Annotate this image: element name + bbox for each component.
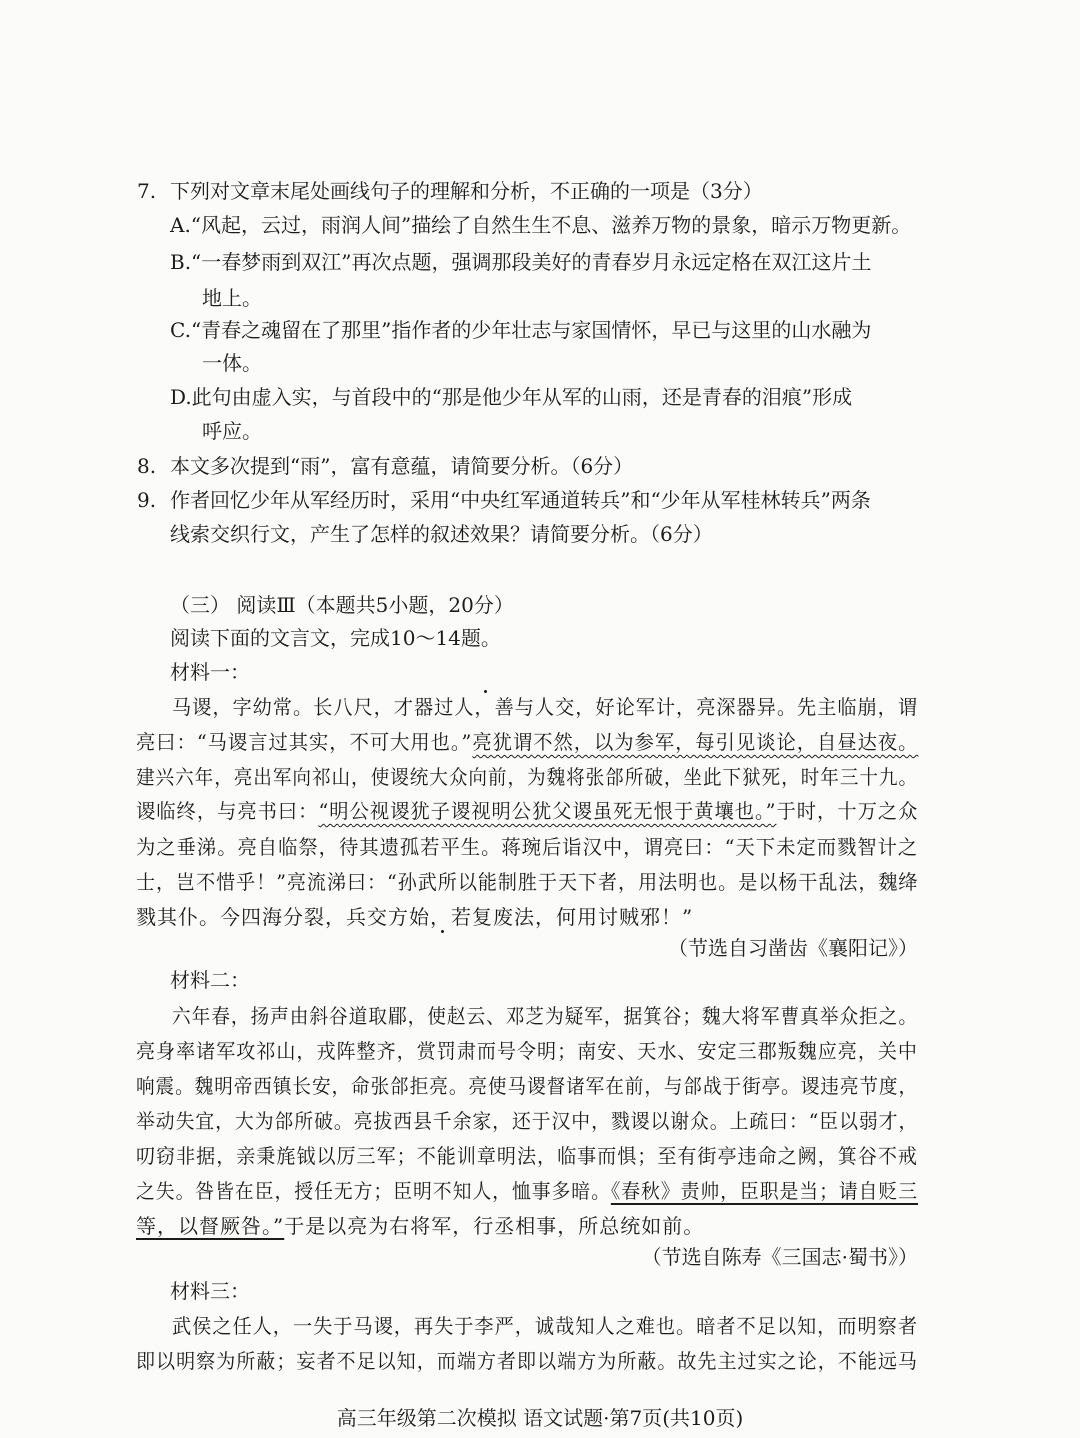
material-1-line2-quote: 亮曰：“马谡言过其实，不可大用也。” [136, 730, 473, 754]
question-7-option-b-line1: B.“一春梦雨到双江”再次点题，强调那段美好的青春岁月永远定格在双江这片土 [170, 250, 872, 274]
material-2-line2: 亮身率诸军攻祁山，戎阵整齐，赏罚肃而号令明；南安、天水、安定三郡叛魏应亮，关中 [136, 1039, 918, 1063]
material-2-line6-underlined: 《春秋》责帅，臣职是当；请自贬三 [610, 1179, 919, 1203]
material-2-line7-text: 于是以亮为右将军，行丞相事，所总统如前。 [284, 1214, 705, 1238]
question-7-number: 7. [137, 179, 157, 203]
question-9-number: 9. [137, 488, 157, 512]
page-footer: 高三年级第二次模拟 语文试题·第7页(共10页) [336, 1406, 744, 1430]
material-2-line5: 叨窃非据，亲秉旄钺以厉三军；不能训章明法，临事而惧；至有街亭违命之阙，箕谷不戒 [136, 1144, 918, 1168]
material-2-line4: 举动失宜，大为郃所破。亮拔西县千余家，还于汉中，戮谡以谢众。上疏曰：“臣以弱才， [136, 1109, 919, 1133]
material-2-line6-text: 之失。咎皆在臣，授任无方；臣明不知人，恤事多暗。 [136, 1179, 611, 1203]
emphasis-dot [441, 930, 444, 933]
question-8-number: 8. [137, 454, 157, 478]
material-3-line2: 即以明察为所蔽；妄者不足以知，而端方者即以端方为所蔽。故先主过实之论，不能远马 [136, 1349, 918, 1373]
material-2-line6 [136, 1178, 918, 1204]
material-1-line2-underlined: 亮犹谓不然，以为参军，每引见谈论，自昼达夜。 [472, 730, 919, 754]
material-2-label: 材料二： [170, 968, 250, 992]
section-3-instruction: 阅读下面的文言文，完成10～14题。 [170, 626, 501, 650]
material-1-source: （节选自习凿齿《襄阳记》） [668, 936, 918, 960]
material-3-line1: 武侯之任人，一失于马谡，再失于李严，诚哉知人之难也。暗者不足以知，而明察者 [172, 1314, 918, 1338]
material-1-line2 [136, 729, 918, 755]
question-7-stem: 下列对文章末尾处画线句子的理解和分析，不正确的一项是（3分） [170, 179, 763, 203]
material-2-line3: 响震。魏明帝西镇长安，命张郃拒亮。亮使马谡督诸军在前，与郃战于街亭。谡违亮节度， [136, 1074, 919, 1098]
material-3-label: 材料三： [170, 1279, 250, 1303]
material-1-line4-intro: 谡临终，与亮书曰： [136, 799, 319, 823]
material-1-line4 [136, 798, 918, 824]
material-1-line4-tail: 于时，十万之众 [776, 799, 919, 823]
material-1-label: 材料一： [170, 660, 250, 684]
material-2-line7-underlined: 等，以督厥咎。” [136, 1214, 285, 1238]
question-9-line2: 线索交织行文，产生了怎样的叙述效果？请简要分析。（6分） [170, 522, 713, 546]
material-1-line1: 马谡，字幼常。长八尺，才器过人，善与人交，好论军计，亮深器异。先主临崩，谓 [172, 695, 918, 719]
material-1-line4-wavy-sentence: “明公视谡犹子谡视明公犹父谡虽死无恨于黄壤也。” [318, 799, 777, 823]
section-3-heading: （三） 阅读Ⅲ（本题共5小题，20分） [170, 593, 514, 617]
question-7-option-b-line2: 地上。 [202, 286, 262, 310]
question-7-option-d-line1: D.此句由虚入实，与首段中的“那是他少年从军的山雨，还是青春的泪痕”形成 [170, 385, 853, 409]
material-1-line6: 士，岂不惜乎！”亮流涕曰：“孙武所以能制胜于天下者，用法明也。是以杨干乱法，魏绛 [136, 870, 919, 894]
material-2-line7 [136, 1213, 704, 1239]
material-1-line3: 建兴六年，亮出军向祁山，使谡统大众向前，为魏将张郃所破，坐此下狱死，时年三十九。 [136, 765, 919, 789]
question-8-stem: 本文多次提到“雨”，富有意蕴，请简要分析。（6分） [170, 454, 634, 478]
material-2-line1: 六年春，扬声由斜谷道取郿，使赵云、邓芝为疑军，据箕谷；魏大将军曹真举众拒之。 [172, 1004, 918, 1028]
question-7-option-a: A.“风起，云过，雨润人间”描绘了自然生生不息、滋养万物的景象，暗示万物更新。 [170, 213, 912, 237]
question-9-line1: 作者回忆少年从军经历时，采用“中央红军通道转兵”和“少年从军桂林转兵”两条 [170, 488, 871, 512]
emphasis-dot [484, 690, 487, 693]
material-1-line5: 为之垂涕。亮自临祭，待其遗孤若平生。蒋琬后诣汉中，谓亮曰：“天下未定而戮智计之 [136, 835, 919, 859]
material-2-source: （节选自陈寿《三国志·蜀书》） [641, 1245, 918, 1269]
material-1-line7: 戮其仆。今四海分裂，兵交方始，若复废法，何用讨贼邪！” [136, 905, 694, 929]
question-7-option-c-line1: C.“青春之魂留在了那里”指作者的少年壮志与家国情怀，早已与这里的山水融为 [170, 318, 872, 342]
question-7-option-c-line2: 一体。 [202, 351, 262, 375]
question-7-option-d-line2: 呼应。 [202, 419, 262, 443]
